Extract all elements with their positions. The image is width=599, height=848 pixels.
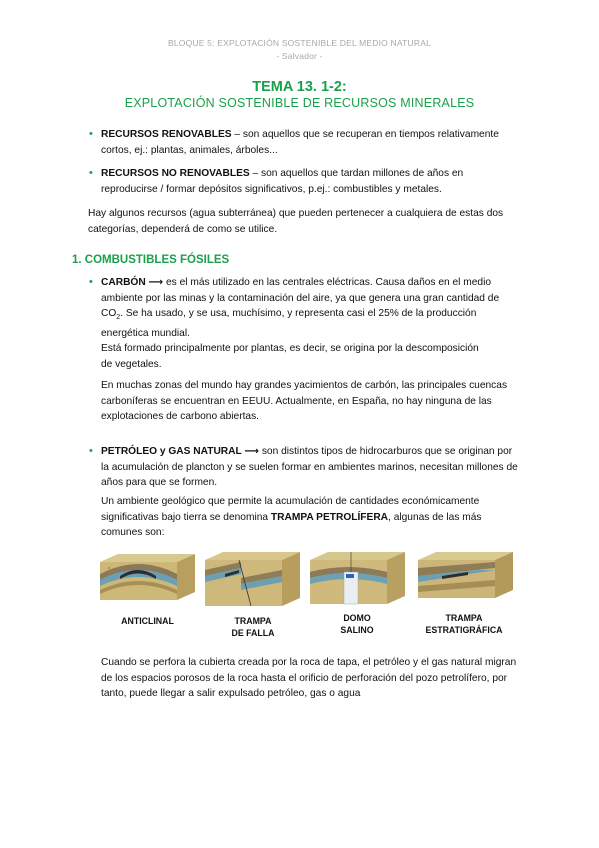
petroleo-paragraph (101, 444, 519, 491)
term-carbon: CARBÓN (101, 277, 146, 288)
fault-trap-diagram (205, 548, 300, 610)
intro-paragraph: Hay algunos recursos (agua subterránea) que pueden pertenecer a cualquiera de estas dos categorías, dependerá de como se utilice. (88, 208, 504, 235)
stratigraphic-trap-diagram (418, 548, 513, 603)
trap-figures (100, 548, 503, 648)
trampa-text-b: , algunas de las más comunes son: (101, 511, 482, 538)
page-header (0, 37, 599, 63)
bullet-icon: • (89, 128, 93, 140)
bullet-icon: • (89, 445, 93, 457)
petroleo-text: son distintos tipos de hidrocarburos que se originan por la acumulación de plancton y se suelen formar en ambientes marinos, necesitan millones de años para que se formen. (101, 446, 518, 488)
bullet-renovables (101, 127, 521, 158)
text-renovables: – son aquellos que se recuperan en tiempos relativamente cortos, ej.: plantas, animales, árboles... (101, 129, 499, 156)
figure-caption-3: DOMO SALINO (340, 613, 374, 635)
figure-caption-1: ANTICLINAL (121, 616, 174, 626)
figure-caption-2: TRAMPA DE FALLA (231, 616, 275, 638)
text-no-renovables: – son aquellos que tardan millones de años en reproducirse / formar depósitos significativos, p.ej.: combustibles y metales. (101, 168, 464, 195)
carbon-paragraph-2: Está formado principalmente por plantas, es decir, se origina por la descomposición de vegetales. (101, 343, 479, 370)
term-petroleo: PETRÓLEO y GAS NATURAL (101, 446, 242, 457)
carbon-text-b: . Se ha usado, y se usa, muchísimo, y representa casi el 25% de la producción energética mundial. (101, 308, 477, 339)
bullet-icon: • (89, 167, 93, 179)
term-trampa: TRAMPA PETROLÍFERA (270, 511, 389, 523)
figure-caption-4: TRAMPA ESTRATIGRÁFICA (425, 613, 503, 635)
header-line-2: - Salvador - (276, 51, 323, 61)
page-title: TEMA 13. 1-2: (252, 79, 347, 95)
carbon-text-a: es el más utilizado en las centrales eléctricas. Causa daños en el medio ambiente por las minas y la contaminación del aire, ya que genera una gran cantidad de CO (101, 277, 500, 319)
arrow-icon: ⟶ (241, 446, 262, 457)
bullet-icon: • (89, 276, 93, 288)
trampa-paragraph (101, 494, 519, 541)
section-heading: 1. COMBUSTIBLES FÓSILES (72, 254, 230, 266)
header-line-1: BLOQUE 5: EXPLOTACIÓN SOSTENIBLE DEL MEDIO NATURAL (167, 38, 432, 48)
term-no-renovables: RECURSOS NO RENOVABLES (101, 168, 250, 179)
anticline-diagram (100, 548, 195, 603)
carbon-paragraph (101, 275, 519, 341)
page-subtitle: EXPLOTACIÓN SOSTENIBLE DE RECURSOS MINERALES (124, 96, 475, 110)
final-paragraph: Cuando se perfora la cubierta creada por la roca de tapa, el petróleo y el gas natural migran de los espacios porosos de la roca hasta el orificio de perforación del pozo petrolífero, por tanto, puede llegar a salir expulsado petróleo, gas o agua (101, 657, 517, 699)
bullet-no-renovables (101, 166, 511, 197)
carbon-subscript: 2 (116, 314, 121, 322)
carbon-paragraph-3: En muchas zonas del mundo hay grandes yacimientos de carbón, las principales cuencas carboníferas se encuentran en EEUU. Actualmente, en España, no hay ninguna de las explotaciones de carbono abiertas. (101, 380, 508, 422)
term-renovables: RECURSOS RENOVABLES (101, 129, 232, 140)
trampa-text-a: Un ambiente geológico que permite la acumulación de cantidades económicamente significativas bajo tierra se denomina (101, 496, 480, 523)
arrow-icon: ⟶ (145, 277, 166, 288)
salt-dome-diagram (310, 548, 405, 608)
